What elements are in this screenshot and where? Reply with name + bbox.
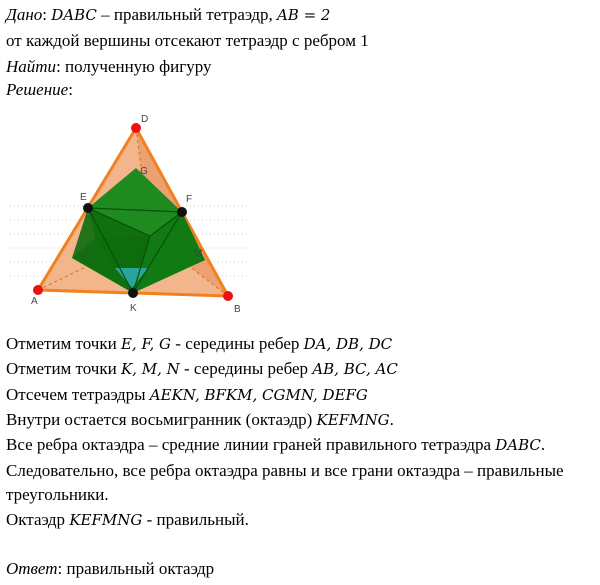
step-3 bbox=[6, 385, 368, 405]
find-text: : полученную фигуру bbox=[56, 57, 212, 76]
answer-label: Ответ bbox=[6, 559, 58, 578]
label-a: A bbox=[31, 296, 38, 307]
step-3-math: AEKN, BFKM, CGMN, DEFG bbox=[149, 386, 368, 404]
step-8-text: Октаэдр bbox=[6, 510, 70, 529]
given-desc: – правильный тетраэдр, bbox=[96, 5, 277, 24]
vertex-a bbox=[33, 285, 43, 295]
step-4-math: KEFMNG bbox=[316, 411, 390, 429]
vertex-b bbox=[223, 291, 233, 301]
step-6-text: Следовательно, все ребра октаэдра равны и все грани октаэдра – правильные bbox=[6, 461, 564, 480]
step-1-text: Отметим точки bbox=[6, 334, 121, 353]
label-g: G bbox=[140, 166, 148, 177]
step-8 bbox=[6, 510, 249, 530]
tetrahedron-diagram bbox=[0, 108, 260, 328]
step-4-text: Внутри остается восьмигранник (октаэдр) bbox=[6, 410, 317, 429]
vertex-k bbox=[128, 288, 138, 298]
label-n: N bbox=[80, 252, 88, 263]
step-5 bbox=[6, 435, 545, 455]
step-2-text: Отметим точки bbox=[6, 359, 121, 378]
find-label: Найти bbox=[6, 57, 57, 76]
tetrahedron-figure bbox=[0, 108, 260, 328]
answer-text: : правильный октаэдр bbox=[57, 559, 215, 578]
solution-label: Решение bbox=[6, 80, 69, 99]
given-tetra: DABC bbox=[51, 6, 97, 24]
vertex-e bbox=[83, 203, 93, 213]
step-5-math: DABC bbox=[495, 436, 541, 454]
step-2-math2: AB, BC, AC bbox=[312, 360, 398, 378]
step-6 bbox=[6, 461, 564, 481]
label-b: B bbox=[234, 304, 241, 315]
label-e: E bbox=[80, 192, 87, 203]
step-5-post: . bbox=[540, 435, 546, 454]
given-label: Дано bbox=[6, 5, 43, 24]
step-7 bbox=[6, 485, 109, 505]
label-f: F bbox=[186, 194, 193, 205]
step-2-post: - середины ребер bbox=[179, 359, 313, 378]
condition-line: от каждой вершины отсекают тетраэдр с ребром 1 bbox=[6, 31, 369, 50]
step-1-math: E, F, G bbox=[120, 335, 172, 353]
step-1 bbox=[6, 334, 392, 354]
label-d: D bbox=[141, 114, 149, 125]
step-8-post: - правильный. bbox=[142, 510, 249, 529]
label-m: M bbox=[194, 248, 203, 259]
label-k: K bbox=[130, 303, 137, 314]
given-line: Дано: DABC – правильный тетраэдр, AB = 2 bbox=[6, 5, 331, 24]
solution-line: Решение: bbox=[6, 80, 73, 99]
given-edge: AB = 2 bbox=[276, 6, 331, 24]
vertex-d bbox=[131, 123, 141, 133]
step-1-math2: DA, DB, DC bbox=[303, 335, 393, 353]
step-5-text: Все ребра октаэдра – средние линии граней правильного тетраэдра bbox=[6, 435, 496, 454]
vertex-f bbox=[177, 207, 187, 217]
step-1-post: - середины ребер bbox=[171, 334, 304, 353]
step-8-math: KEFMNG bbox=[69, 511, 143, 529]
answer-line bbox=[6, 559, 214, 579]
step-2 bbox=[6, 359, 398, 379]
step-7-text: треугольники. bbox=[6, 485, 109, 504]
step-4-post: . bbox=[389, 410, 394, 429]
step-2-math: K, M, N bbox=[120, 360, 180, 378]
step-4 bbox=[6, 410, 394, 430]
step-3-text: Отсечем тетраэдры bbox=[6, 385, 150, 404]
find-line bbox=[6, 57, 212, 77]
